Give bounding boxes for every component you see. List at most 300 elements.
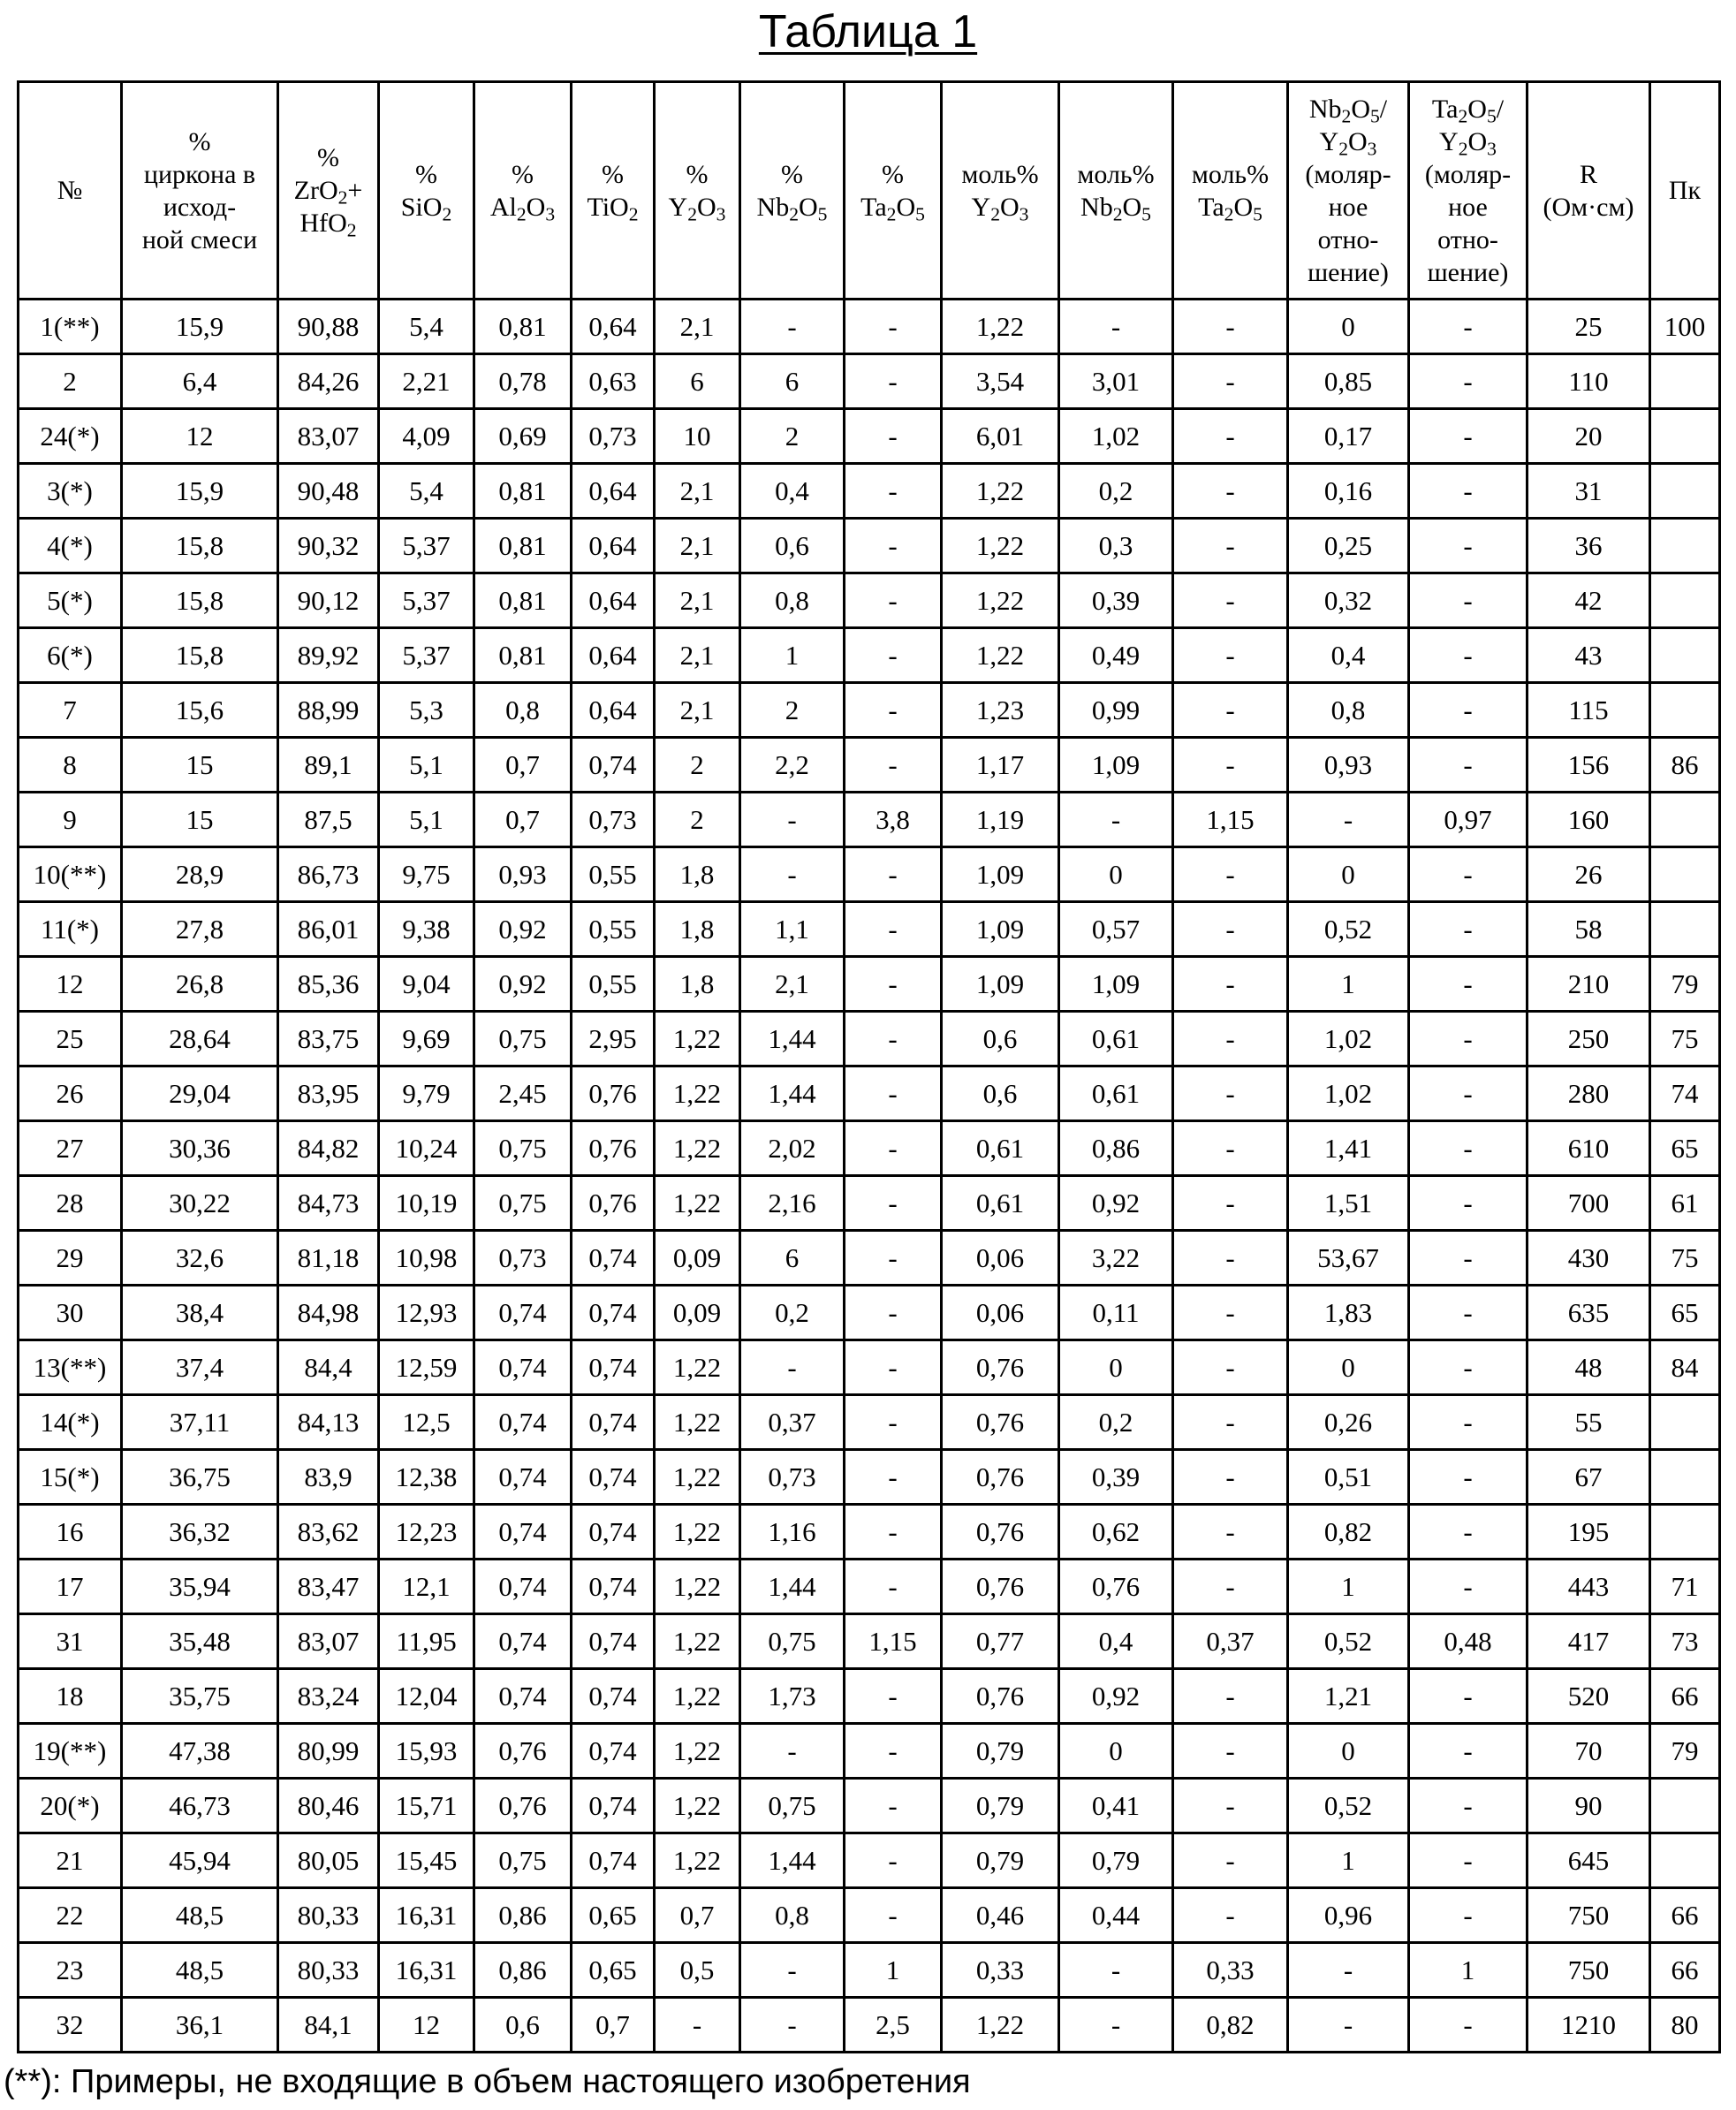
table-cell: - [845,1176,942,1231]
table-cell: - [1173,847,1288,902]
table-cell: 0,33 [942,1943,1059,1998]
table-cell: 3,8 [845,793,942,847]
table-cell: 0,8 [740,1888,845,1943]
table-row [19,1286,1720,1340]
table-row [19,738,1720,793]
table-row [19,464,1720,519]
table-cell: 1210 [1528,1998,1650,2053]
table-cell: 23 [19,1943,122,1998]
table-cell: 0,3 [1059,519,1173,573]
table-cell: 0,73 [572,409,655,464]
table-cell: 90,32 [278,519,379,573]
table-cell: 84,13 [278,1395,379,1450]
table-cell: 0,86 [1059,1121,1173,1176]
table-cell: 2,1 [655,464,740,519]
table-cell: 65 [1650,1286,1720,1340]
table-cell: - [1173,519,1288,573]
table-cell: - [740,847,845,902]
table-cell: 0,64 [572,683,655,738]
table-cell: - [845,1888,942,1943]
table-row [19,573,1720,628]
table-cell: 0,74 [572,1231,655,1286]
table-cell: 0,37 [1173,1614,1288,1669]
table-cell: 4,09 [379,409,474,464]
table-cell: 1 [740,628,845,683]
table-cell: 0,75 [474,1012,572,1066]
table-cell: 1 [1288,1833,1409,1888]
column-header: моль% $Ta_2O_5$ [1173,82,1288,300]
table-cell: 2,1 [655,300,740,354]
table-cell: 14(*) [19,1395,122,1450]
table-cell: - [1409,1998,1528,2053]
table-cell: 750 [1528,1888,1650,1943]
table-row [19,1505,1720,1560]
table-cell: 0,78 [474,354,572,409]
table-cell: 0,06 [942,1286,1059,1340]
table-cell: 15,8 [122,573,278,628]
table-cell: 10,98 [379,1231,474,1286]
table-cell: - [845,683,942,738]
table-cell: 0,6 [474,1998,572,2053]
column-header: % циркона в исход- ной смеси [122,82,278,300]
table-cell: 195 [1528,1505,1650,1560]
table-cell: - [1173,1724,1288,1779]
table-cell: - [1409,738,1528,793]
column-header: $Nb_2O_5/$ $Y_2O_3$ (моляр- ное отно- шение) [1288,82,1409,300]
table-cell: 15,8 [122,628,278,683]
column-header: № [19,82,122,300]
table-cell [1650,464,1720,519]
table-cell: 0,7 [572,1998,655,2053]
table-cell: 0,49 [1059,628,1173,683]
table-cell: 0 [1288,847,1409,902]
table-cell: - [1409,354,1528,409]
table-row [19,793,1720,847]
table-cell: 6 [740,354,845,409]
table-cell: 2,2 [740,738,845,793]
table-cell: - [1173,1833,1288,1888]
table-cell: 48,5 [122,1888,278,1943]
table-cell: - [1409,1231,1528,1286]
table-cell: - [1059,793,1173,847]
table-cell: 53,67 [1288,1231,1409,1286]
table-cell: - [1173,354,1288,409]
table-row [19,1231,1720,1286]
table-cell: 12 [19,957,122,1012]
table-row [19,1614,1720,1669]
table-cell: 0,64 [572,573,655,628]
table-cell: 36,75 [122,1450,278,1505]
table-cell: - [845,628,942,683]
table-cell: 0,75 [474,1176,572,1231]
table-cell: 83,24 [278,1669,379,1724]
table-cell: 66 [1650,1669,1720,1724]
table-cell: 0,11 [1059,1286,1173,1340]
table-cell: 2 [740,409,845,464]
table-row [19,1121,1720,1176]
table-cell: - [845,409,942,464]
table-cell: - [845,573,942,628]
table-cell: 90 [1528,1779,1650,1833]
table-cell: 5,37 [379,628,474,683]
table-cell: 0,55 [572,847,655,902]
table-cell: 0,74 [572,1395,655,1450]
table-cell: 0,76 [572,1121,655,1176]
table-cell: 1,15 [845,1614,942,1669]
table-row [19,409,1720,464]
table-row [19,1779,1720,1833]
table-cell: 0 [1059,847,1173,902]
table-cell: 35,94 [122,1560,278,1614]
table-title-text: Таблица 1 [758,6,978,57]
table-cell: 28,64 [122,1012,278,1066]
table-cell: 0,81 [474,464,572,519]
table-cell: 2 [740,683,845,738]
table-cell: 0,2 [1059,1395,1173,1450]
table-cell: 0,7 [474,793,572,847]
table-cell: 0,74 [572,1833,655,1888]
table-cell: 1 [1409,1943,1528,1998]
table-cell: - [845,1560,942,1614]
table-cell: 0,39 [1059,1450,1173,1505]
table-cell: 46,73 [122,1779,278,1833]
table-cell: 0,74 [572,1614,655,1669]
table-cell: - [1173,573,1288,628]
table-cell: 15 [122,793,278,847]
table-cell: 0,64 [572,464,655,519]
table-cell: 1,02 [1288,1066,1409,1121]
table-cell: 15,45 [379,1833,474,1888]
table-cell: 0,44 [1059,1888,1173,1943]
table-cell: - [845,1669,942,1724]
table-cell: 24(*) [19,409,122,464]
table-cell: 21 [19,1833,122,1888]
table-row [19,1724,1720,1779]
table-cell: - [845,847,942,902]
column-header: % $Al_2O_3$ [474,82,572,300]
table-cell: 417 [1528,1614,1650,1669]
table-cell: - [1409,1286,1528,1340]
table-cell: 10,24 [379,1121,474,1176]
table-cell: - [845,1450,942,1505]
table-cell: 84,4 [278,1340,379,1395]
table-cell: 1,17 [942,738,1059,793]
table-cell: 1(**) [19,300,122,354]
table-cell: 0,74 [572,1450,655,1505]
table-cell [1650,628,1720,683]
table-cell: 3,01 [1059,354,1173,409]
table-cell: 0,63 [572,354,655,409]
column-header: $Ta_2O_5/$ $Y_2O_3$ (моляр- ное отно- шение) [1409,82,1528,300]
table-cell: 0,81 [474,628,572,683]
table-cell: 0,39 [1059,573,1173,628]
table-cell: - [1173,1286,1288,1340]
table-cell: 1,22 [655,1724,740,1779]
table-cell: - [845,902,942,957]
table-cell: 35,48 [122,1614,278,1669]
table-cell: 0,8 [1288,683,1409,738]
table-cell: 28 [19,1176,122,1231]
table-cell: 2,95 [572,1012,655,1066]
table-cell: 84,73 [278,1176,379,1231]
table-cell: - [1059,300,1173,354]
table-cell: - [1173,902,1288,957]
table-row [19,1340,1720,1395]
table-cell: 20(*) [19,1779,122,1833]
table-cell: 74 [1650,1066,1720,1121]
table-cell: 0,76 [474,1724,572,1779]
table-cell: 0,7 [474,738,572,793]
table-cell: - [845,1121,942,1176]
table-cell: 0,06 [942,1231,1059,1286]
table-cell: - [1173,683,1288,738]
table-cell [1650,573,1720,628]
table-cell: 11,95 [379,1614,474,1669]
table-cell: 1,22 [655,1395,740,1450]
table-cell: - [1409,409,1528,464]
table-cell: - [845,464,942,519]
table-cell: 2 [655,738,740,793]
table-cell: 90,88 [278,300,379,354]
table-cell: 0,5 [655,1943,740,1998]
table-cell: 67 [1528,1450,1650,1505]
table-cell: 83,75 [278,1012,379,1066]
table-cell: 1 [845,1943,942,1998]
table-cell [1650,409,1720,464]
table-cell: 1,44 [740,1066,845,1121]
table-cell: 1,51 [1288,1176,1409,1231]
table-cell: 22 [19,1888,122,1943]
table-cell: 83,95 [278,1066,379,1121]
table-cell: 0,76 [942,1669,1059,1724]
table-cell: - [740,1943,845,1998]
table-cell: 75 [1650,1012,1720,1066]
table-cell: - [1173,1888,1288,1943]
table-cell: 1,83 [1288,1286,1409,1340]
table-cell: 0,25 [1288,519,1409,573]
table-row [19,847,1720,902]
table-cell: 80 [1650,1998,1720,2053]
table-cell: 86,73 [278,847,379,902]
table-cell: 5,1 [379,793,474,847]
table-cell: 31 [19,1614,122,1669]
table-cell [1650,1779,1720,1833]
table-row [19,1560,1720,1614]
table-cell: 635 [1528,1286,1650,1340]
table-cell: - [1409,1724,1528,1779]
table-cell: 10(**) [19,847,122,902]
table-cell: 86 [1650,738,1720,793]
table-cell: - [1409,902,1528,957]
table-cell: 0,92 [474,902,572,957]
table-cell: 80,99 [278,1724,379,1779]
table-cell: 430 [1528,1231,1650,1286]
table-cell: 0,33 [1173,1943,1288,1998]
table-cell: 1,22 [655,1012,740,1066]
table-cell [1650,519,1720,573]
table-cell: 0,76 [942,1560,1059,1614]
table-cell: - [740,300,845,354]
table-cell: 0,74 [572,1286,655,1340]
table-cell: - [1173,1066,1288,1121]
table-row [19,1998,1720,2053]
table-cell: 1,02 [1288,1012,1409,1066]
table-cell: - [1409,300,1528,354]
table-cell: 5,37 [379,573,474,628]
table-cell: 84,82 [278,1121,379,1176]
table-cell: 85,36 [278,957,379,1012]
table-cell: 0,75 [740,1614,845,1669]
table-row [19,1669,1720,1724]
table-cell: 16 [19,1505,122,1560]
table-cell: 16,31 [379,1888,474,1943]
table-cell: 10 [655,409,740,464]
table-cell: 0,76 [942,1450,1059,1505]
table-cell: 0,77 [942,1614,1059,1669]
table-cell: 0,52 [1288,1779,1409,1833]
table-cell: 100 [1650,300,1720,354]
table-cell: 0,92 [474,957,572,1012]
table-cell: 0,2 [740,1286,845,1340]
table-cell: 15,8 [122,519,278,573]
table-cell: 6(*) [19,628,122,683]
table-cell: - [845,1833,942,1888]
table-cell: - [740,1340,845,1395]
table-cell: 83,07 [278,409,379,464]
table-cell: 9 [19,793,122,847]
table-cell: 2,5 [845,1998,942,2053]
table-cell: 80,46 [278,1779,379,1833]
table-cell: 89,92 [278,628,379,683]
table-cell: 0,74 [572,1560,655,1614]
table-cell: 28,9 [122,847,278,902]
table-cell: 1,44 [740,1833,845,1888]
table-cell: 0,79 [942,1833,1059,1888]
table-cell: 1,73 [740,1669,845,1724]
table-cell: 1,22 [655,1450,740,1505]
table-cell: 5,3 [379,683,474,738]
table-cell: 1,02 [1059,409,1173,464]
table-cell: 1,22 [655,1121,740,1176]
table-cell: 75 [1650,1231,1720,1286]
table-cell: 0,4 [1288,628,1409,683]
table-cell: 0 [1059,1340,1173,1395]
table-row [19,628,1720,683]
table-cell: 32,6 [122,1231,278,1286]
table-cell: 0,65 [572,1943,655,1998]
table-cell: 35,75 [122,1669,278,1724]
table-cell: 6,01 [942,409,1059,464]
table-cell: 0,74 [572,1724,655,1779]
table-cell: - [845,738,942,793]
table-cell: 2,02 [740,1121,845,1176]
table-cell: 15,9 [122,464,278,519]
footnote: (**): Примеры, не входящие в объем настоящего изобретения [4,2063,971,2100]
table-cell: - [1409,683,1528,738]
table-cell: - [1173,957,1288,1012]
table-cell: 1,22 [942,1998,1059,2053]
table-cell: 1,09 [1059,738,1173,793]
table-cell: 2,1 [655,573,740,628]
table-cell: 7 [19,683,122,738]
table-cell: - [1173,1012,1288,1066]
table-cell: 65 [1650,1121,1720,1176]
table-cell: 0,48 [1409,1614,1528,1669]
table-cell: - [1409,1012,1528,1066]
table-row [19,1176,1720,1231]
table-cell: 1,41 [1288,1121,1409,1176]
table-cell [1650,1505,1720,1560]
table-cell: 1,16 [740,1505,845,1560]
table-cell: - [1173,1669,1288,1724]
table-cell: 89,1 [278,738,379,793]
table-cell: 9,04 [379,957,474,1012]
table-cell: 0,76 [572,1066,655,1121]
table-cell: 250 [1528,1012,1650,1066]
table-cell: 0,81 [474,573,572,628]
table-cell: 0,61 [1059,1012,1173,1066]
table-cell: 1,22 [942,573,1059,628]
column-header: % TiO$_2$ [572,82,655,300]
table-cell: 0,41 [1059,1779,1173,1833]
table-cell: 0,61 [1059,1066,1173,1121]
table-cell: 1,15 [1173,793,1288,847]
table-cell: 36,1 [122,1998,278,2053]
table-cell: 0,74 [474,1614,572,1669]
table-cell: 0,93 [474,847,572,902]
table-cell: 156 [1528,738,1650,793]
table-cell: 90,12 [278,573,379,628]
table-cell: 0,92 [1059,1669,1173,1724]
table-cell: 1,22 [655,1614,740,1669]
table-cell: 66 [1650,1888,1720,1943]
table-cell: 79 [1650,1724,1720,1779]
table-cell: 0,93 [1288,738,1409,793]
table-cell: - [845,1395,942,1450]
table-cell: 0 [1288,1340,1409,1395]
table-cell: 27,8 [122,902,278,957]
table-cell: 15,6 [122,683,278,738]
table-cell: 2,45 [474,1066,572,1121]
table-cell: 0,81 [474,300,572,354]
table-cell: 520 [1528,1669,1650,1724]
table-cell: 700 [1528,1176,1650,1231]
table-cell: 1,22 [655,1340,740,1395]
table-cell: 1,09 [1059,957,1173,1012]
table-cell: 0,76 [942,1505,1059,1560]
table-cell: - [1288,793,1409,847]
table-cell: 0,64 [572,628,655,683]
table-cell: 27 [19,1121,122,1176]
table-cell: 645 [1528,1833,1650,1888]
table-cell: 0,74 [572,1669,655,1724]
table-cell: 0,64 [572,300,655,354]
table-cell: - [1173,1231,1288,1286]
table-cell: 0,65 [572,1888,655,1943]
table-cell: - [1173,1505,1288,1560]
table-cell: 0,74 [474,1560,572,1614]
table-cell: - [1173,1340,1288,1395]
table-cell: 0,74 [474,1505,572,1560]
table-row [19,354,1720,409]
table-cell: 20 [1528,409,1650,464]
table-cell: 0,37 [740,1395,845,1450]
table-cell: - [845,1231,942,1286]
table-cell: 1,22 [942,464,1059,519]
table-cell: 0,76 [942,1340,1059,1395]
table-cell: 0,61 [942,1176,1059,1231]
table-cell: - [1409,1888,1528,1943]
